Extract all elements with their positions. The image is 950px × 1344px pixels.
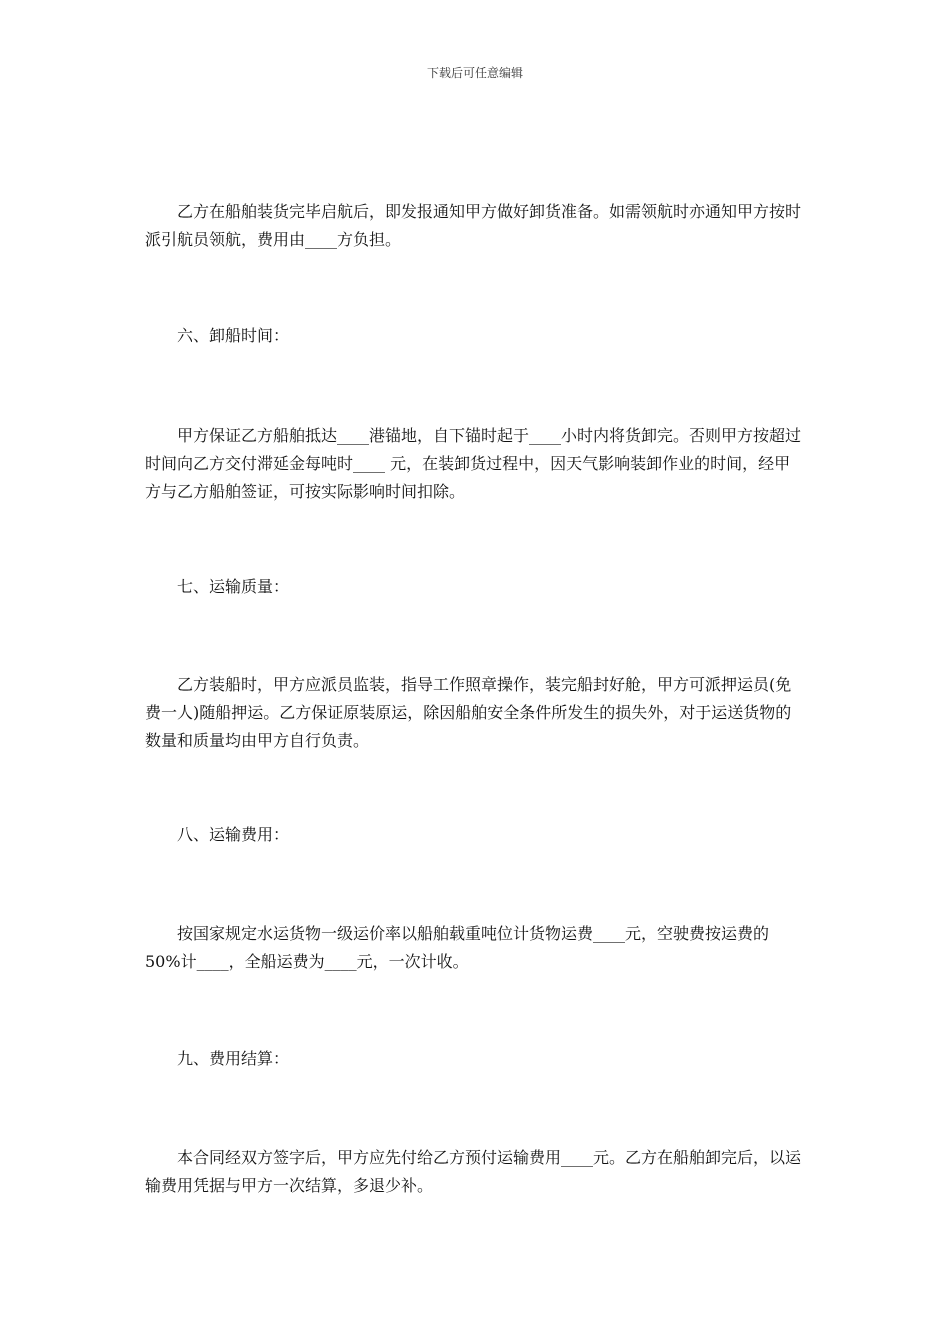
paragraph-transport-quality: 乙方装船时，甲方应派员监装，指导工作照章操作，装完船封好舱，甲方可派押运员(免费一人)随船押运。乙方保证原装原运，除因船舶安全条件所发生的损失外，对于运送货物的数量和质量均由甲方自行负责。 — [145, 675, 792, 750]
paragraph-transport-cost: 按国家规定水运货物一级运价率以船舶载重吨位计货物运费____元，空驶费按运费的 50%计____，全船运费为____元，一次计收。 — [145, 924, 770, 971]
paragraph-cost-settlement: 本合同经双方签字后，甲方应先付给乙方预付运输费用____元。乙方在船舶卸完后，以运输费用凭据与甲方一次结算，多退少补。 — [145, 1148, 802, 1195]
paragraph-unloading-notice: 乙方在船舶装货完毕启航后，即发报通知甲方做好卸货准备。如需领航时亦通知甲方按时派引航员领航，费用由____方负担。 — [145, 202, 802, 249]
paragraph-unloading-time: 甲方保证乙方船舶抵达____港锚地，自下锚时起于____小时内将货卸完。否则甲方按超过时间向乙方交付滞延金每吨时____ 元，在装卸货过程中，因天气影响装卸作业的时间，经甲方与乙方船舶签证，可按实际影响时间扣除。 — [145, 426, 802, 501]
page-header-note: 下载后可任意编辑 — [426, 66, 523, 80]
section-heading-unloading-time: 六、卸船时间： — [177, 326, 290, 345]
section-heading-transport-quality: 七、运输质量： — [177, 577, 290, 596]
section-heading-cost-settlement: 九、费用结算： — [177, 1049, 290, 1068]
section-heading-transport-cost: 八、运输费用： — [177, 825, 290, 844]
